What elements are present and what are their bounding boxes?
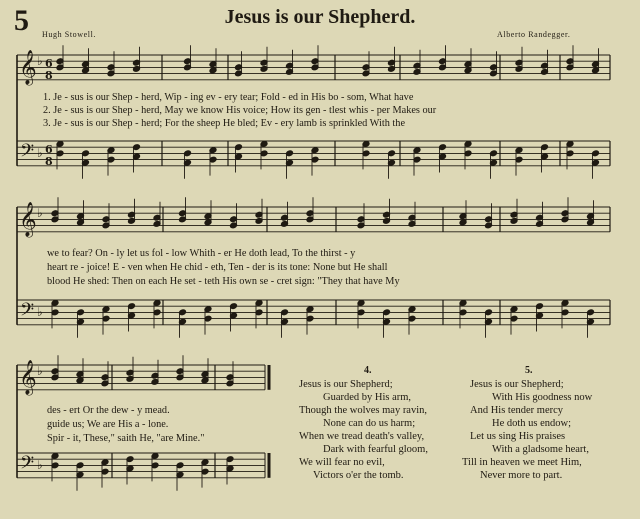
bass-clef-icon: 𝄢 (20, 300, 35, 325)
lyric-line-verse-1: we to fear? On - ly let us fol - low Whith - er He doth lead, To the thirst - y (47, 248, 356, 259)
flat-sign-icon: ♭ (37, 458, 43, 472)
flat-sign-icon: ♭ (37, 206, 43, 220)
flat-sign-icon: ♭ (37, 305, 43, 319)
verse-line: And His tender mercy (470, 405, 564, 416)
treble-clef-icon: 𝄞 (19, 50, 37, 85)
verse-line: We will fear no evil, (299, 457, 385, 468)
treble-clef-icon: 𝄞 (19, 360, 37, 395)
verse-line: Jesus is our Shepherd; (299, 379, 393, 390)
flat-sign-icon: ♭ (37, 146, 43, 160)
composer-credit: Alberto Randegger. (497, 30, 571, 39)
time-signature: 8 (45, 69, 53, 82)
time-signature: 6 (45, 143, 53, 156)
verse-number: 5. (525, 365, 533, 376)
lyric-line-verse-2: heart re - joice! E - ven when He chid - eth, Ten - der is its tone: None but He shall (47, 262, 388, 273)
lyric-line-verse-3: Spir - it, These," saith He, "are Mine." (47, 433, 205, 444)
verse-line: Dark with fearful gloom, (323, 444, 428, 455)
verse-line: Let us sing His praises (470, 431, 566, 442)
verse-line: Guarded by His arm, (323, 392, 412, 403)
verse-line: With a gladsome heart, (492, 444, 589, 455)
verse-line: Never more to part. (480, 470, 563, 481)
flat-sign-icon: ♭ (37, 364, 43, 378)
lyric-line-verse-1: 1. Je - sus is our Shep - herd, Wip - ing ev - ery tear; Fold - ed in His bo - som, What have (43, 92, 414, 103)
lyric-line-verse-3: 3. Je - sus is our Shep - herd; For the sheep He bled; Ev - ery lamb is sprinkled With the (43, 118, 406, 129)
time-signature: 6 (45, 57, 53, 70)
hymn-number: 5 (14, 4, 29, 37)
verse-line: Victors o'er the tomb. (313, 470, 404, 481)
author-credit: Hugh Stowell. (42, 30, 97, 39)
verse-line: None can do us harm; (323, 418, 416, 429)
lyric-line-verse-2: guide us; We are His a - lone. (47, 419, 169, 430)
treble-clef-icon: 𝄞 (19, 202, 37, 237)
verse-number: 4. (364, 365, 372, 376)
time-signature: 8 (45, 155, 53, 168)
verse-line: He doth us endow; (492, 418, 572, 429)
bass-clef-icon: 𝄢 (20, 453, 35, 478)
lyric-line-verse-3: blood He shed: Then on each He set - teth His own se - cret sign: "They that have My (47, 276, 400, 287)
verse-line: Though the wolves may ravin, (299, 405, 428, 416)
verse-line: When we tread death's valley, (299, 431, 425, 442)
flat-sign-icon: ♭ (37, 54, 43, 68)
lyric-line-verse-1: des - ert Or the dew - y mead. (47, 405, 170, 416)
verse-line: Till in heaven we meet Him, (462, 457, 582, 468)
verse-line: With His goodness now (492, 392, 593, 403)
verse-line: Jesus is our Shepherd; (470, 379, 564, 390)
bass-clef-icon: 𝄢 (20, 141, 35, 166)
hymn-title: Jesus is our Shepherd. (224, 6, 416, 28)
lyric-line-verse-2: 2. Je - sus is our Shep - herd, May we know His voice; How its gen - tlest whis - per Makes our (43, 105, 437, 116)
